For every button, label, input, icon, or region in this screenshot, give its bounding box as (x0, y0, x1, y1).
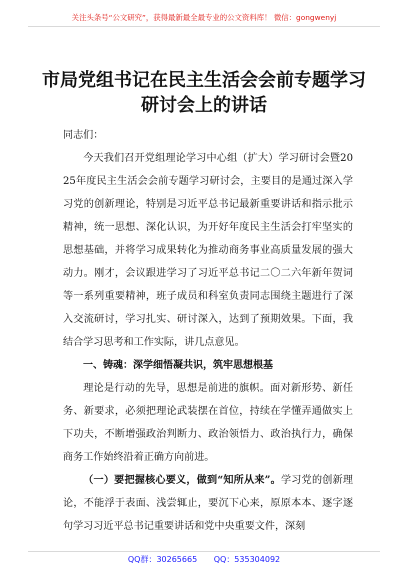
header-notice: 关注头条号“公文研究”，获得最新最全最专业的公文资料库！ 微信：gongwenyj (28, 10, 380, 27)
subsection-paragraph-1 (63, 469, 353, 538)
subsection-heading-1: （一）要把握核心要义，做到“知所从来”。 (83, 475, 281, 486)
footer-qq: QQ：535304092 (213, 555, 281, 564)
footer-contact (0, 552, 408, 568)
greeting: 同志们： (63, 130, 104, 141)
section-heading-1: 一、铸魂：深学细悟凝共识，筑牢思想根基 (83, 360, 273, 371)
intro-paragraph: 今天我们召开党组理论学习中心组（扩大）学习研讨会暨2025年度民主生活会会前专题学习研讨会，主要目的是通过深入学习党的创新理论，特别是习近平总书记最新重要讲话和指示批示精神，统一思想、深化认识，为开好年度民主生活会打牢坚实的思想基础，并将学习成果转化为推动商务事业高质量发展的强大动力。刚才，会议跟进学习了习近平总书记二〇二六年新年贺词等一系列重要精神，班子成员和科室负责同志围绕主题进行了深入交流研讨，学习扎实、研讨深入，达到了预期效果。下面，我结合学习思考和工作实际，讲几点意见。 (63, 153, 353, 348)
section-paragraph-1: 理论是行动的先导，思想是前进的旗帜。面对新形势、新任务、新要求，必须把理论武装摆在首位，持续在学懂弄通做实上下功夫，不断增强政治判断力、政治领悟力、政治执行力，确保商务工作始终沿着正确方向前进。 (63, 383, 353, 463)
subsection-body-1: 学习党的创新理论，不能浮于表面、浅尝辄止，要沉下心来，原原本本、逐字逐句学习习近平总书记重要讲话和党中央重要文件，深刻 (63, 475, 353, 532)
footer-qq-group: QQ群：30265665 (127, 555, 198, 564)
document-title: 市局党组书记在民主生活会会前专题学习研讨会上的讲话 (42, 70, 366, 116)
document-body (63, 124, 353, 538)
